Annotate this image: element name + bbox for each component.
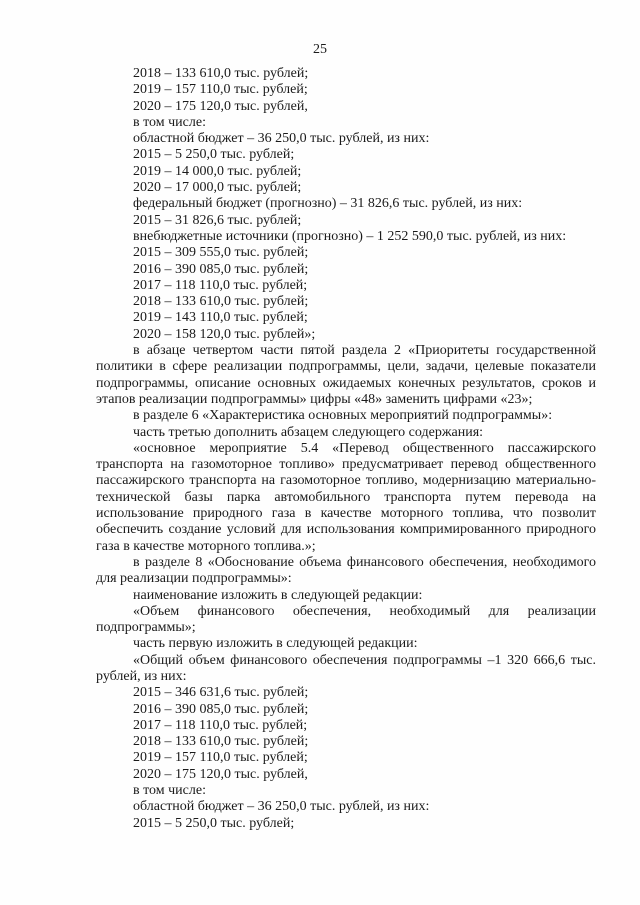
text-line: 2019 – 143 110,0 тыс. рублей; (133, 310, 308, 326)
text-line: 2020 – 158 120,0 тыс. рублей»; (133, 326, 316, 342)
text-line: 2015 – 31 826,6 тыс. рублей; (133, 212, 302, 228)
text-paragraph: в разделе 8 «Обоснование объема финансового обеспечения, необходимого для реализации подпрограммы»: (96, 554, 596, 587)
text-line: 2019 – 14 000,0 тыс. рублей; (133, 163, 302, 179)
text-paragraph: «основное мероприятие 5.4 «Перевод общественного пассажирского транспорта на газомоторное топливо» предусматривает перевод общественного пассажирского транспорта на газомоторное топливо, модернизацию материально-технической базы парка автомобильного транспорта путем перевода на использование природного газа в качестве моторного топлива, что позволит обеспечить создание условий для использования компримированного природного газа в качестве моторного топлива.»; (96, 440, 596, 554)
text-paragraph: часть первую изложить в следующей редакции: (133, 636, 418, 652)
text-line: 2020 – 175 120,0 тыс. рублей, (133, 98, 308, 114)
text-paragraph: часть третью дополнить абзацем следующего содержания: (133, 424, 484, 440)
document-body (96, 66, 596, 832)
text-paragraph: в разделе 6 «Характеристика основных мероприятий подпрограммы»: (133, 408, 553, 424)
text-line: 2016 – 390 085,0 тыс. рублей; (133, 261, 309, 277)
text-paragraph: «Общий объем финансового обеспечения подпрограммы –1 320 666,6 тыс. рублей, из них: (96, 652, 596, 684)
text-line: 2015 – 5 250,0 тыс. рублей; (133, 815, 295, 831)
text-paragraph: в абзаце четвертом части пятой раздела 2 «Приоритеты государственной политики в сфере реализации подпрограммы, цели, задачи, целевые показатели подпрограммы, описание основных ожидаемых конечных результатов, сроков и этапов реализации подпрограммы» цифры «48» заменить цифрами «23»; (96, 343, 596, 407)
text-line: в том числе: (133, 114, 206, 130)
text-paragraph: наименование изложить в следующей редакции: (133, 587, 423, 603)
text-line: областной бюджет – 36 250,0 тыс. рублей, из них: (133, 799, 430, 815)
text-line: 2015 – 309 555,0 тыс. рублей; (133, 245, 309, 261)
text-line: 2015 – 5 250,0 тыс. рублей; (133, 147, 295, 163)
text-line: 2017 – 118 110,0 тыс. рублей; (133, 717, 308, 733)
text-line: областной бюджет – 36 250,0 тыс. рублей, из них: (133, 131, 430, 147)
text-line: 2020 – 17 000,0 тыс. рублей; (133, 180, 302, 196)
text-line: 2018 – 133 610,0 тыс. рублей; (133, 294, 309, 310)
text-line: 2019 – 157 110,0 тыс. рублей; (133, 750, 308, 766)
text-line: 2018 – 133 610,0 тыс. рублей; (133, 734, 309, 750)
text-line: 2019 – 157 110,0 тыс. рублей; (133, 82, 308, 98)
text-line: 2015 – 346 631,6 тыс. рублей; (133, 685, 309, 701)
text-line: 2018 – 133 610,0 тыс. рублей; (133, 66, 309, 81)
text-line: 2017 – 118 110,0 тыс. рублей; (133, 277, 308, 293)
text-line: в том числе: (133, 783, 206, 799)
text-line: федеральный бюджет (прогнозно) – 31 826,6 тыс. рублей, из них: (133, 196, 523, 212)
text-paragraph: «Объем финансового обеспечения, необходимый для реализации подпрограммы»; (96, 603, 596, 636)
text-line: 2020 – 175 120,0 тыс. рублей, (133, 766, 308, 782)
text-line: внебюджетные источники (прогнозно) – 1 252 590,0 тыс. рублей, из них: (133, 228, 567, 244)
page-number: 25 (313, 42, 327, 57)
text-line: 2016 – 390 085,0 тыс. рублей; (133, 701, 309, 717)
